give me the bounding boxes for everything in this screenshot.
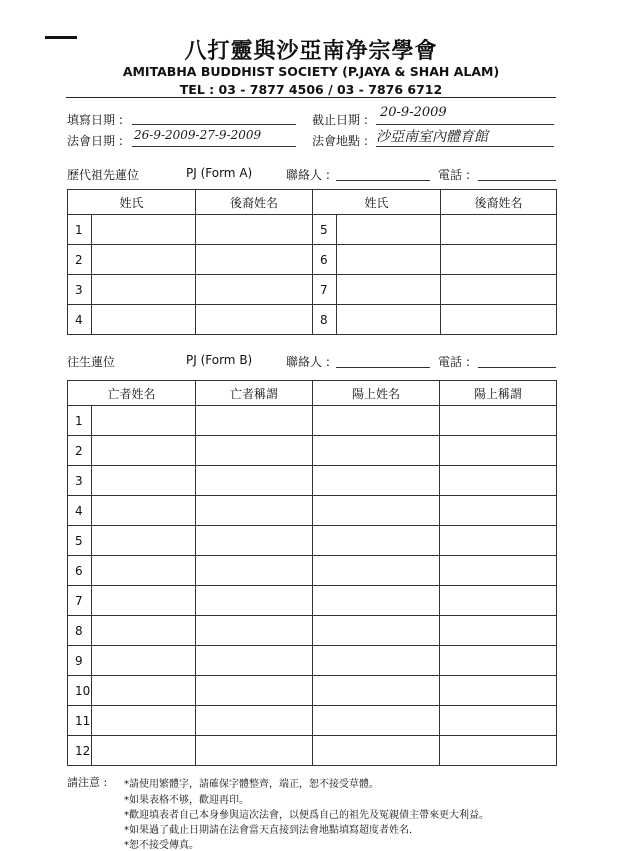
row-number: 1 [68,215,92,245]
living-name-cell[interactable] [313,436,440,466]
form-a-contact-label: 聯絡人 : [286,168,330,182]
form-b-row [68,556,557,586]
row-number: 7 [68,586,92,616]
deceased-name-cell[interactable] [92,526,196,556]
row-number: 11 [68,706,92,736]
row-number: 5 [313,215,337,245]
living-name-cell[interactable] [313,406,440,436]
living-title-cell[interactable] [440,616,557,646]
venue-label: 法會地點 : [312,134,368,148]
deceased-title-cell[interactable] [196,406,313,436]
deceased-name-cell[interactable] [92,556,196,586]
row-number: 1 [68,406,92,436]
form-a-header-surname-right: 姓氏 [313,190,441,215]
descendant-cell[interactable] [441,215,557,245]
surname-cell[interactable] [92,245,196,275]
living-name-cell[interactable] [313,706,440,736]
note-item: *請使用繁體字，請確保字體整齊，端正，恕不接受草體。 [124,779,379,790]
living-title-cell[interactable] [440,736,557,766]
descendant-cell[interactable] [196,275,313,305]
form-a-phone-label: 電話 : [438,168,470,182]
living-name-cell[interactable] [313,676,440,706]
form-b-row [68,466,557,496]
row-number: 8 [68,616,92,646]
living-title-cell[interactable] [440,556,557,586]
deceased-name-cell[interactable] [92,466,196,496]
living-name-cell[interactable] [313,526,440,556]
living-name-cell[interactable] [313,616,440,646]
deceased-name-cell[interactable] [92,436,196,466]
surname-cell[interactable] [92,275,196,305]
form-b-contact-underline[interactable] [336,367,430,368]
dharma-date-underline [132,146,296,147]
form-b-code: PJ (Form B) [186,353,253,367]
living-title-cell[interactable] [440,646,557,676]
form-a-header-descendant-right: 後裔姓名 [441,190,557,215]
dharma-date-label: 法會日期 : [67,134,123,148]
row-number: 10 [68,676,92,706]
living-title-cell[interactable] [440,406,557,436]
living-title-cell[interactable] [440,496,557,526]
deceased-name-cell[interactable] [92,586,196,616]
note-item: *恕不接受傳真。 [124,840,199,851]
deceased-name-cell[interactable] [92,646,196,676]
living-title-cell[interactable] [440,676,557,706]
form-b-row [68,646,557,676]
deceased-title-cell[interactable] [196,706,313,736]
header-divider [66,97,556,98]
form-b-row [68,676,557,706]
row-number: 6 [68,556,92,586]
fill-date-underline [132,124,296,125]
form-a-code: PJ (Form A) [186,166,253,180]
living-name-cell[interactable] [313,466,440,496]
venue-value[interactable]: 沙亞南室內體育館 [376,129,488,145]
living-title-cell[interactable] [440,706,557,736]
form-a-header-surname-left: 姓氏 [68,190,196,215]
telephone-line: TEL : 03 - 7877 4506 / 03 - 7876 6712 [179,82,443,97]
dharma-date-value[interactable]: 26-9-2009-27-9-2009 [134,128,262,142]
form-b-row [68,706,557,736]
row-number: 3 [68,466,92,496]
society-title-english: AMITABHA BUDDHIST SOCIETY (P.JAYA & SHAH ALAM) [122,64,500,79]
society-title-chinese: 八打靈與沙亞南净宗學會 [184,39,438,64]
form-a-row [68,275,557,305]
deceased-title-cell[interactable] [196,496,313,526]
form-b-header-living-name: 陽上姓名 [313,381,440,406]
form-b-row [68,736,557,766]
living-name-cell[interactable] [313,586,440,616]
deceased-title-cell[interactable] [196,436,313,466]
living-name-cell[interactable] [313,496,440,526]
descendant-cell[interactable] [196,305,313,335]
deadline-underline [376,124,554,125]
deadline-label: 截止日期 : [312,113,368,127]
form-b-contact-label: 聯絡人 : [286,355,330,369]
notes-label: 請注意 : [67,776,108,789]
deceased-title-cell[interactable] [196,616,313,646]
deceased-title-cell[interactable] [196,736,313,766]
form-a-header-descendant-left: 後裔姓名 [196,190,313,215]
deceased-title-cell[interactable] [196,646,313,676]
row-number: 7 [313,275,337,305]
deceased-name-cell[interactable] [92,676,196,706]
row-number: 2 [68,245,92,275]
deceased-name-cell[interactable] [92,706,196,736]
deceased-title-cell[interactable] [196,676,313,706]
deceased-title-cell[interactable] [196,466,313,496]
living-title-cell[interactable] [440,586,557,616]
row-number: 3 [68,275,92,305]
deceased-name-cell[interactable] [92,736,196,766]
row-number: 4 [68,305,92,335]
deadline-value[interactable]: 20-9-2009 [380,105,447,120]
row-number: 2 [68,436,92,466]
row-number: 9 [68,646,92,676]
form-a-phone-underline[interactable] [478,180,556,181]
row-number: 12 [68,736,92,766]
form-b-row [68,406,557,436]
row-number: 5 [68,526,92,556]
living-title-cell[interactable] [440,436,557,466]
living-name-cell[interactable] [313,736,440,766]
fill-date-label: 填寫日期 : [67,113,123,127]
row-number: 8 [313,305,337,335]
form-b-row [68,586,557,616]
note-item: *歡迎填表者自己本身參與這次法會，以便爲自己的祖先及冤親債主帶來更大利益。 [124,810,489,821]
deceased-title-cell[interactable] [196,556,313,586]
note-item: *如果過了截止日期請在法會當天直接到法會地點填寫超度者姓名. [124,825,413,836]
deceased-name-cell[interactable] [92,616,196,646]
descendant-cell[interactable] [441,245,557,275]
descendant-cell[interactable] [441,305,557,335]
form-b-row [68,496,557,526]
deceased-title-cell[interactable] [196,526,313,556]
descendant-cell[interactable] [196,245,313,275]
form-b-row [68,616,557,646]
row-number: 4 [68,496,92,526]
deceased-name-cell[interactable] [92,496,196,526]
form-b-row [68,436,557,466]
form-a-row [68,215,557,245]
form-a-row [68,245,557,275]
surname-cell[interactable] [92,305,196,335]
living-name-cell[interactable] [313,556,440,586]
deceased-title-cell[interactable] [196,586,313,616]
form-b-header-deceased-title: 亡者稱謂 [196,381,313,406]
living-title-cell[interactable] [440,526,557,556]
form-b-phone-underline[interactable] [478,367,556,368]
surname-cell[interactable] [337,305,441,335]
form-a-table [67,189,557,335]
surname-cell[interactable] [92,215,196,245]
descendant-cell[interactable] [441,275,557,305]
form-a-row [68,305,557,335]
form-b-title: 往生蓮位 [67,355,116,369]
deceased-name-cell[interactable] [92,406,196,436]
form-b-header-living-title: 陽上稱謂 [440,381,557,406]
surname-cell[interactable] [337,275,441,305]
living-name-cell[interactable] [313,646,440,676]
surname-cell[interactable] [337,215,441,245]
form-b-header-deceased-name: 亡者姓名 [68,381,196,406]
form-b-phone-label: 電話 : [438,355,470,369]
row-number: 6 [313,245,337,275]
living-title-cell[interactable] [440,466,557,496]
form-b-table [67,380,557,766]
form-a-title: 歷代祖先蓮位 [67,168,140,182]
venue-underline [376,146,554,147]
descendant-cell[interactable] [196,215,313,245]
surname-cell[interactable] [337,245,441,275]
form-a-contact-underline[interactable] [336,180,430,181]
note-item: *如果表格不够，歡迎再印。 [124,795,249,806]
form-b-row [68,526,557,556]
